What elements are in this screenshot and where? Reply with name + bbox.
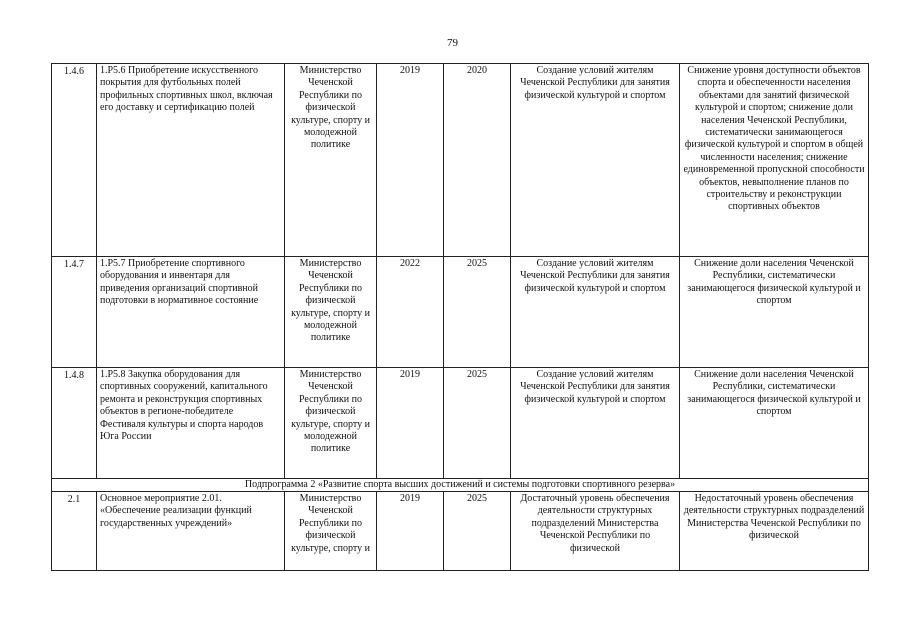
- row-number: 1.4.8: [52, 368, 97, 479]
- executor: Министерство Чеченской Республики по физической культуре, спорту и молодежной политике: [285, 368, 377, 479]
- expected-result: Создание условий жителям Чеченской Республики для занятия физической культурой и спортом: [511, 257, 680, 368]
- page-number: 79: [447, 37, 458, 49]
- row-number: 1.4.6: [52, 64, 97, 257]
- activity-name: 1.P5.8 Закупка оборудования для спортивных сооружений, капитального ремонта и реконструкция спортивных объектов в регионе-победителе Фестиваля культуры и спорта народов Юга России: [97, 368, 285, 479]
- end-year: 2025: [444, 257, 511, 368]
- start-year: 2019: [377, 64, 444, 257]
- end-year: 2025: [444, 492, 511, 571]
- subprogram-title: Подпрограмма 2 «Развитие спорта высших достижений и системы подготовки спортивного резерва»: [52, 479, 869, 492]
- end-year: 2020: [444, 64, 511, 257]
- executor: Министерство Чеченской Республики по физической культуре, спорту и молодежной политике: [285, 257, 377, 368]
- row-number: 1.4.7: [52, 257, 97, 368]
- activity-name: Основное мероприятие 2.01. «Обеспечение реализации функций государственных учреждений»: [97, 492, 285, 571]
- table-row: [52, 368, 869, 479]
- start-year: 2019: [377, 492, 444, 571]
- activity-name: 1.P5.6 Приобретение искусственного покрытия для футбольных полей профильных спортивных школ, включая его доставку и сертификацию полей: [97, 64, 285, 257]
- table-row: [52, 257, 869, 368]
- non-implementation-consequence: Снижение доли населения Чеченской Республики, систематически занимающегося физической культурой и спортом: [680, 257, 869, 368]
- row-number: 2.1: [52, 492, 97, 571]
- non-implementation-consequence: Снижение уровня доступности объектов спорта и обеспеченности населения объектами для занятий физической культурой и спортом; снижение доли населения Чеченской Республики, систематически занимающегося физической культурой и спортом в общей численности населения; снижение единовременной пропускной способности объектов, невыполнение планов по строительству и реконструкции спортивных объектов: [680, 64, 869, 257]
- activity-name: 1.P5.7 Приобретение спортивного оборудования и инвентаря для приведения организаций спортивной подготовки в нормативное состояние: [97, 257, 285, 368]
- non-implementation-consequence: Снижение доли населения Чеченской Республики, систематически занимающегося физической культурой и спортом: [680, 368, 869, 479]
- start-year: 2022: [377, 257, 444, 368]
- table-row: [52, 492, 869, 571]
- activities-table: [51, 63, 869, 571]
- subprogram-row: [52, 479, 869, 492]
- expected-result: Достаточный уровень обеспечения деятельности структурных подразделений Министерства Чеченской Республики по физической: [511, 492, 680, 571]
- expected-result: Создание условий жителям Чеченской Республики для занятия физической культурой и спортом: [511, 64, 680, 257]
- non-implementation-consequence: Недостаточный уровень обеспечения деятельности структурных подразделений Министерства Чеченской Республики по физической: [680, 492, 869, 571]
- start-year: 2019: [377, 368, 444, 479]
- expected-result: Создание условий жителям Чеченской Республики для занятия физической культурой и спортом: [511, 368, 680, 479]
- end-year: 2025: [444, 368, 511, 479]
- executor: Министерство Чеченской Республики по физической культуре, спорту и: [285, 492, 377, 571]
- table-row: [52, 64, 869, 257]
- executor: Министерство Чеченской Республики по физической культуре, спорту и молодежной политике: [285, 64, 377, 257]
